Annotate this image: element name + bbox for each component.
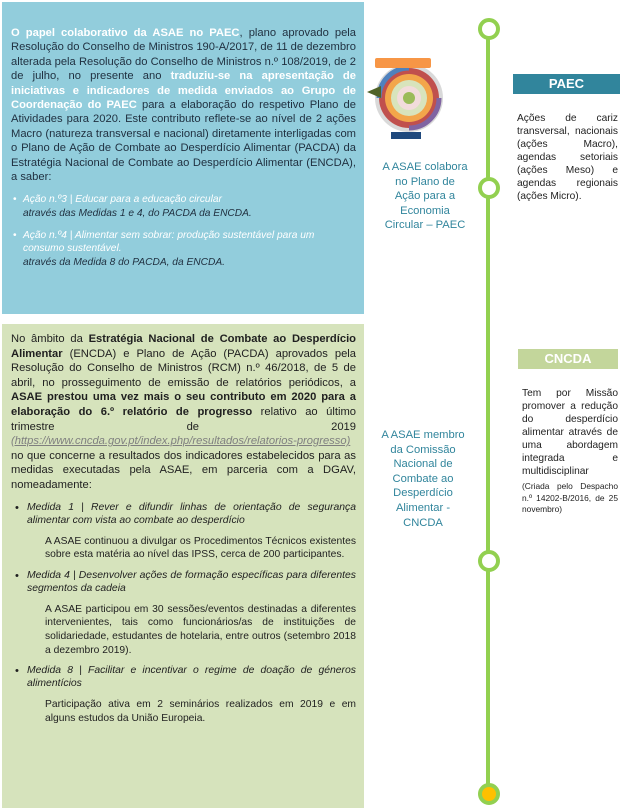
- timeline-dot: [478, 18, 500, 40]
- list-item: [27, 664, 356, 725]
- paec-actions-list: [11, 193, 356, 269]
- paec-intro-text-1: , plano aprovado pela Resolução do Conselho de Ministros 190-A/2017, de 11 de dezembro alterada pela Resolução do Conselho de Ministros n.º 108/2019, de 2 de julho, no presente ano: [11, 27, 357, 83]
- list-item: [27, 501, 356, 562]
- encda-info-box: [2, 324, 364, 808]
- encda-text-4: no que concerne a resultados dos indicadores estabelecidos para as medidas executadas pela ASAE, em parceria com a DGAV, nomeadamente:: [11, 449, 356, 491]
- action-4-title: Ação n.º4 | Alimentar sem sobrar: produção sustentável para um consumo sustentável.: [23, 230, 315, 255]
- action-3-detail: através das Medidas 1 e 4, do PACDA da ENCDA.: [23, 208, 252, 220]
- measure-1-detail: A ASAE continuou a divulgar os Procedimentos Técnicos existentes sobre esta matéria ao nível das IPSS, cerca de 200 participantes.: [45, 535, 356, 561]
- encda-highlight: ASAE prestou uma vez mais o seu contributo em 2020 para a elaboração do 6.º relatório de progresso: [11, 391, 356, 418]
- measures-list: [11, 501, 356, 726]
- measure-8-detail: Participação ativa em 2 seminários realizados em 2019 e em alguns estudos da União Europeia.: [45, 699, 356, 724]
- encda-paragraph: [11, 332, 356, 493]
- cncda-note: (Criada pelo Despacho n.º 14202-B/2016, de 25 novembro): [522, 481, 618, 514]
- cncda-membership-caption: A ASAE membro da Comissão Nacional de Combate ao Desperdício Alimentar - CNCDA: [381, 429, 465, 529]
- paec-header: PAEC: [513, 74, 620, 94]
- encda-text-3: relativo ao último trimestre de 2019: [11, 405, 356, 433]
- action-4-detail: através da Medida 8 do PACDA, da ENCDA.: [23, 257, 225, 269]
- circular-economy-diagram-icon: [367, 52, 445, 144]
- paec-description: Ações de cariz transversal, nacionais (ações Macro), agendas setoriais (ações Meso) e agendas regionais (ações Micro).: [517, 113, 618, 202]
- encda-text-2: (ENCDA) e Plano de Ação (PACDA) aprovados pela Resolução do Conselho de Ministros (RCM) n.º 46/2018, de 5 de abril, no prosseguimento de emissão de relatórios periódicos, a: [11, 347, 356, 389]
- list-item: [23, 193, 356, 220]
- cncda-link[interactable]: (https://www.cncda.gov.pt/index.php/resultados/relatorios-progresso): [11, 435, 351, 448]
- encda-text-1: No âmbito da: [11, 333, 89, 345]
- list-item: [27, 569, 356, 657]
- paec-intro-highlight: traduziu-se na apresentação de iniciativas e indicadores de medida enviados ao Grupo de Coordenação do PAEC: [11, 70, 356, 112]
- action-3-title: Ação n.º3 | Educar para a educação circular: [23, 194, 222, 206]
- paec-collaboration-caption: A ASAE colabora no Plano de Ação para a Economia Circular – PAEC: [382, 161, 468, 232]
- measure-4-detail: A ASAE participou em 30 sessões/eventos destinadas a diferentes intervenientes, tais como funcionários/as de instituições de solidariedade, estudantes de hotelaria, entre outros (setembro 2018 a dezembro 2019).: [45, 603, 356, 656]
- timeline-end-dot: [478, 783, 500, 805]
- measure-1-title: • Medida 1 | Rever e difundir linhas de orientação de segurança alimentar com vista ao combate ao desperdício: [27, 501, 356, 526]
- paec-intro-paragraph: [11, 26, 356, 184]
- timeline-dot: [478, 177, 500, 199]
- cncda-description: [522, 387, 618, 516]
- measure-8-title: • Medida 8 | Facilitar e incentivar o regime de doação de géneros alimentícios: [27, 665, 356, 690]
- list-item: [23, 229, 356, 269]
- timeline-dot: [478, 550, 500, 572]
- measure-4-title: • Medida 4 | Desenvolver ações de formação específicas para diferentes segmentos da cadeia: [27, 569, 356, 594]
- timeline-line: [486, 30, 490, 795]
- cncda-header: CNCDA: [518, 349, 618, 369]
- paec-info-box: [2, 2, 364, 314]
- paec-intro-lead: O papel colaborativo da ASAE no PAEC: [11, 27, 240, 39]
- encda-strategy-name: Estratégia Nacional de Combate ao Desperdício Alimentar: [11, 333, 357, 360]
- paec-intro-text-2: para a elaboração do respetivo Plano de Atividades para 2020. Este contributo reflete-se ao nível de 2 ações Macro (natureza transversal e nacional) diretamente interligadas com o Plano de Ação de Combate ao Desperdício Alimentar (PACDA) da Estratégia Nacional de Combate ao Desperdício Alimentar (ENCDA), a saber:: [11, 99, 356, 184]
- cncda-mission-text: Tem por Missão promover a redução do desperdício alimentar através de uma abordagem integrada e multidisciplinar: [522, 388, 618, 477]
